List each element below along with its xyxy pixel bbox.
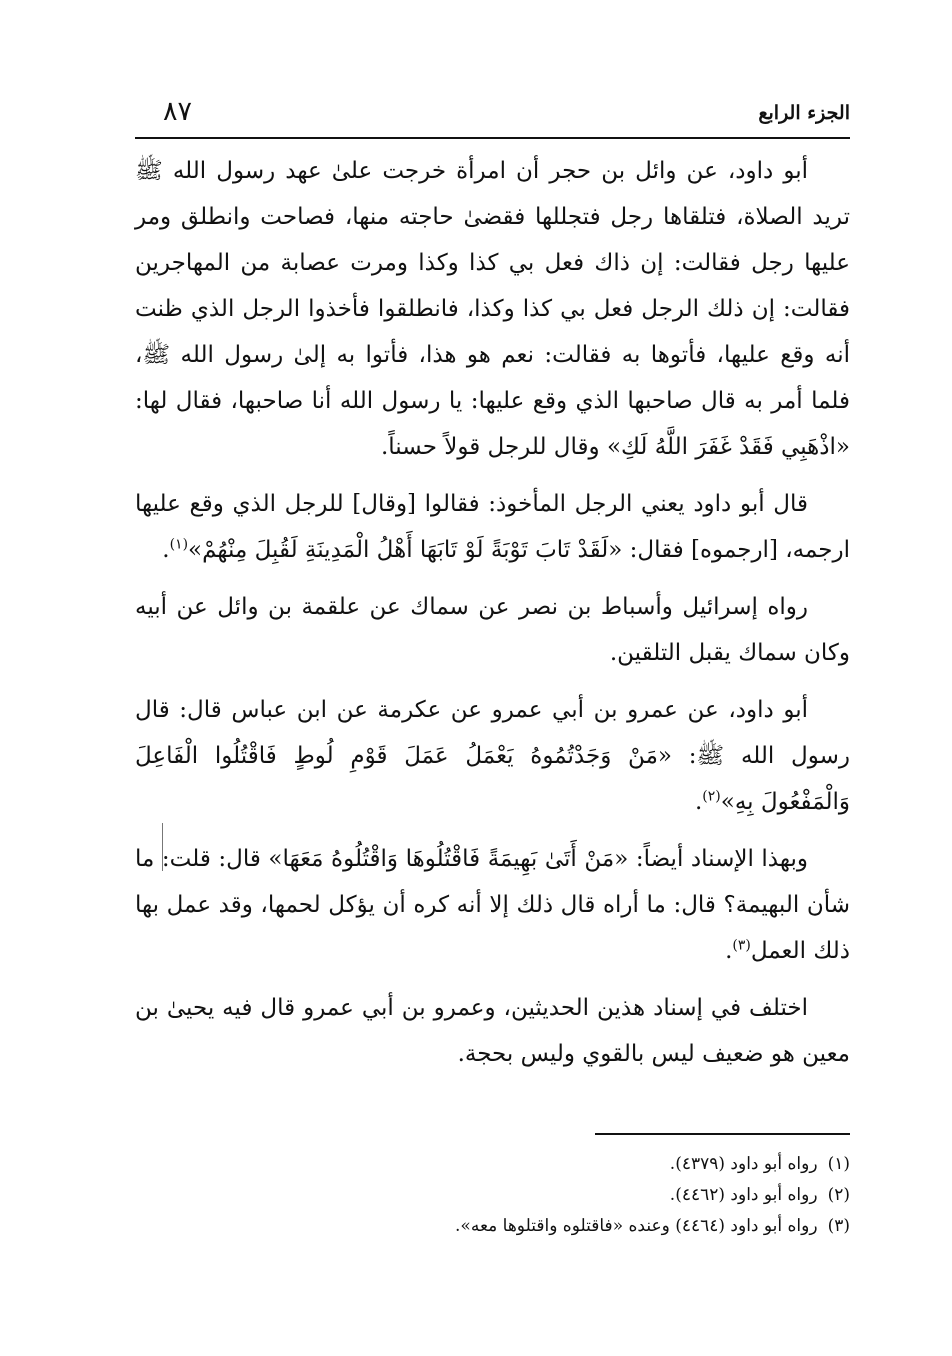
footnote-ref-2: (٢) (702, 788, 721, 805)
margin-mark (162, 823, 163, 871)
paragraph-2-text: قال أبو داود يعني الرجل المأخوذ: فقالوا [وقال] للرجل الذي وقع عليها ارجمه، [ارجموه] فقال: «لَقَدْ تَابَ تَوْبَةً لَوْ تَابَهَا أَهْلُ الْمَدِينَةِ لَقُبِلَ مِنْهُمْ» (135, 491, 850, 563)
footnote-2-text: رواه أبو داود (٤٤٦٢). (669, 1185, 818, 1205)
footnote-2-number: (٢) (827, 1185, 850, 1205)
paragraph-1 (135, 148, 850, 470)
paragraph-2: قال أبو داود يعني الرجل المأخوذ: فقالوا [وقال] للرجل الذي وقع عليها ارجمه، [ارجموه] فقال: «لَقَدْ تَابَ تَوْبَةً لَوْ تَابَهَا أَهْلُ الْمَدِينَةِ لَقُبِلَ مِنْهُمْ»$^{(١)}$. (135, 491, 850, 563)
footnote-ref-3: (٣) (732, 937, 751, 954)
footnote-1-number: (١) (827, 1154, 850, 1174)
footnote-3-text: رواه أبو داود (٤٤٦٤) وعنده «فاقتلوه واقتلوها معه». (455, 1216, 818, 1236)
paragraph-5: وبهذا الإسناد أيضاً: «مَنْ أَتَىٰ بَهِيمَةً فَاقْتُلُوهَا وَاقْتُلُوهُ مَعَهَا» قال: قلت: ما شأن البهيمة؟ قال: ما أراه قال ذلك إلا أنه كره أن يؤكل لحمها، وقد عمل بها ذلك العمل$^{(٣)}$. (135, 846, 850, 964)
footnote-3 (135, 1211, 850, 1242)
footnote-3-number: (٣) (827, 1216, 850, 1236)
footnotes (135, 1149, 850, 1242)
paragraph-1-text: أبو داود، عن وائل بن حجر أن امرأة خرجت علىٰ عهد رسول الله ﷺ تريد الصلاة، فتلقاها رجل فتجللها فقضىٰ حاجته منها، فصاحت وانطلق ومر عليها رجل فقالت: إن ذاك فعل بي كذا وكذا ومرت عصابة من المهاجرين فقالت: إن ذلك الرجل فعل بي كذا وكذا، فانطلقوا فأخذوا الرجل الذي ظنت أنه وقع عليها، فأتوها به فقالت: نعم هو هذا، فأتوا به إلىٰ رسول الله ﷺ، فلما أمر به قال صاحبها الذي وقع عليها: يا رسول الله أنا صاحبها، فقال لها: «اذْهَبِي فَقَدْ غَفَرَ اللَّهُ لَكِ» وقال للرجل قولاً حسناً. (135, 158, 850, 460)
paragraph-4-text: أبو داود، عن عمرو بن أبي عمرو عن عكرمة عن ابن عباس قال: قال رسول الله ﷺ: «مَنْ وَجَدْتُمُوهُ يَعْمَلُ عَمَلَ قَوْمِ لُوطٍ فَاقْتُلُوا الْفَاعِلَ وَالْمَفْعُولَ بِهِ» (135, 697, 850, 815)
page-number: ٨٧ (163, 96, 193, 127)
header-rule (135, 137, 850, 139)
paragraph-3 (135, 584, 850, 676)
paragraph-5-text: وبهذا الإسناد أيضاً: «مَنْ أَتَىٰ بَهِيمَةً فَاقْتُلُوهَا وَاقْتُلُوهُ مَعَهَا» قال: قلت: ما شأن البهيمة؟ قال: ما أراه قال ذلك إلا أنه كره أن يؤكل لحمها، وقد عمل بها ذلك العمل (135, 846, 850, 964)
footnote-1-text: رواه أبو داود (٤٣٧٩). (669, 1154, 818, 1174)
paragraph-4: أبو داود، عن عمرو بن أبي عمرو عن عكرمة عن ابن عباس قال: قال رسول الله ﷺ: «مَنْ وَجَدْتُمُوهُ يَعْمَلُ عَمَلَ قَوْمِ لُوطٍ فَاقْتُلُوا الْفَاعِلَ وَالْمَفْعُولَ بِهِ»$^{(٢)}$. (135, 697, 850, 815)
footnote-2 (135, 1180, 850, 1211)
footnote-rule (595, 1133, 850, 1135)
body-text (135, 148, 850, 1077)
paragraph-3-text: رواه إسرائيل وأسباط بن نصر عن سماك عن علقمة بن وائل عن أبيه وكان سماك يقبل التلقين. (135, 594, 850, 666)
paragraph-6 (135, 985, 850, 1077)
paragraph-6-text: اختلف في إسناد هذين الحديثين، وعمرو بن أبي عمرو قال فيه يحيىٰ بن معين هو ضعيف ليس بالقوي وليس بحجة. (135, 995, 850, 1067)
footnote-1 (135, 1149, 850, 1180)
running-head (135, 88, 850, 134)
running-title: الجزء الرابع (758, 102, 850, 124)
footnote-ref-1: (١) (169, 536, 189, 553)
